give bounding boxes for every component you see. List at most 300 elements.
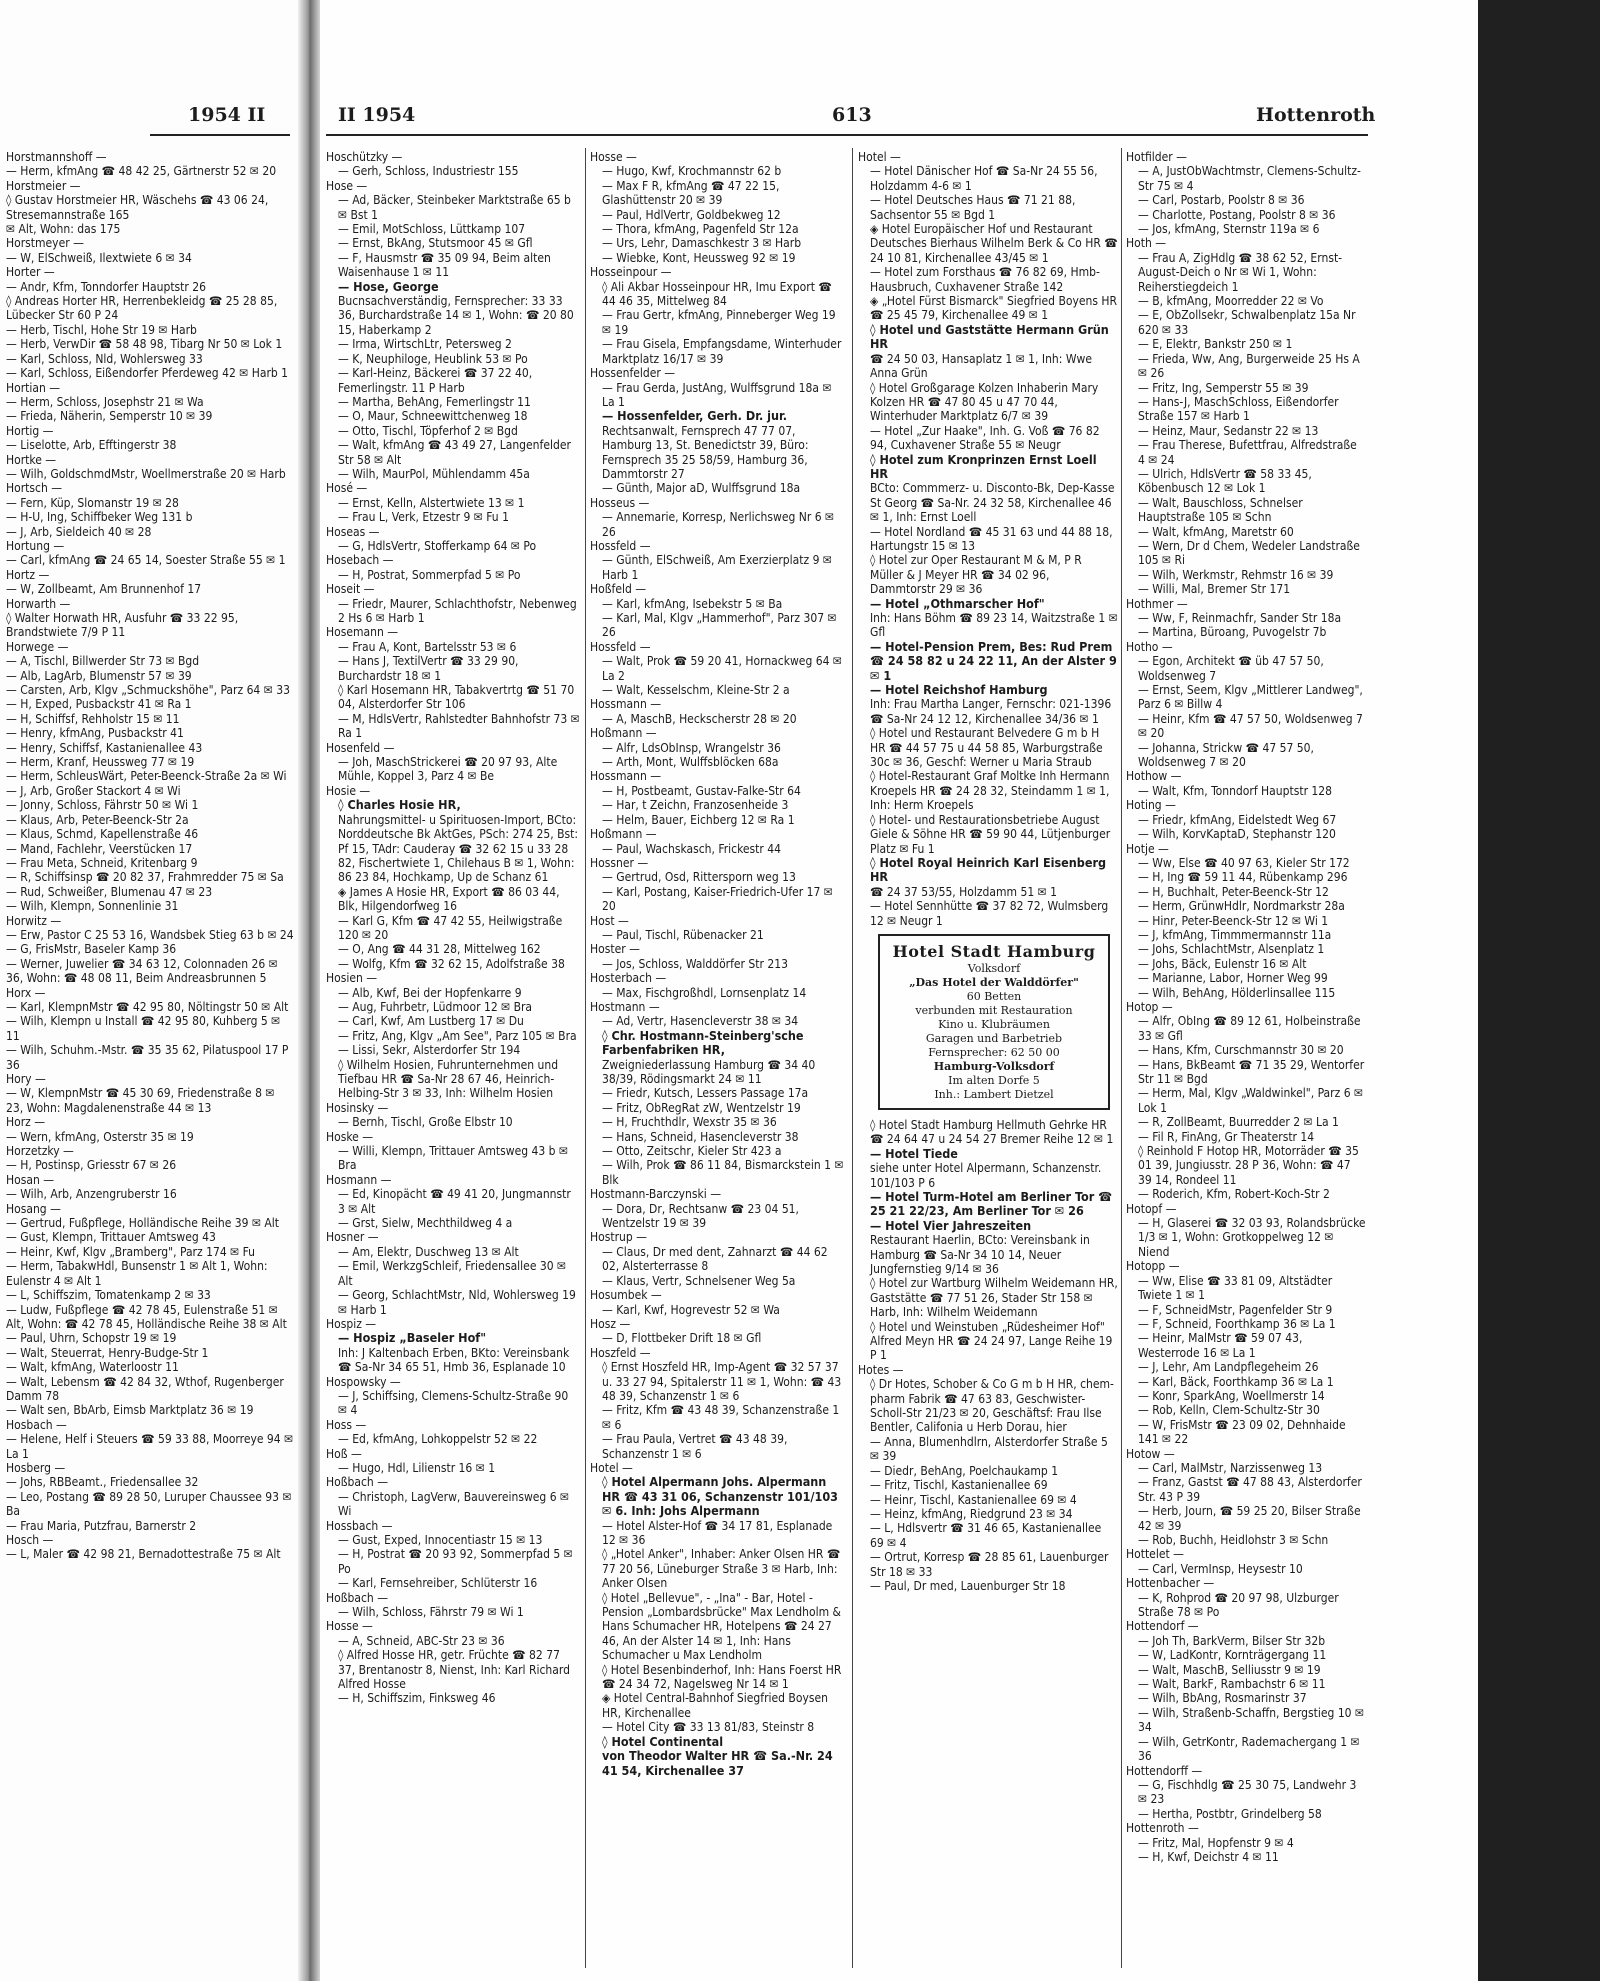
left-page-column: [6, 150, 294, 1562]
directory-entry: — Ad, Bäcker, Steinbeker Marktstraße 65 b ✉ Bst 1: [338, 193, 571, 222]
directory-entry: — Grst, Sielw, Mechthildweg 4 a: [338, 1216, 513, 1231]
directory-entry: — Emil, MotSchloss, Lüttkamp 107: [338, 222, 526, 237]
directory-entry: ◊ Hotel und Gaststätte Hermann Grün HR: [870, 321, 1109, 352]
directory-entry: ◊ Hotel zum Kronprinzen Ernst Loell HR: [870, 451, 1097, 481]
directory-entry: — Alb, LagArb, Blumenstr 57 ✉ 39: [6, 668, 192, 683]
directory-column-2: [590, 150, 846, 1778]
directory-entry: — Karl, Schloss, Nld, Wohlersweg 33: [6, 351, 203, 366]
directory-entry: — Wilh, MaurPol, Mühlendamm 45a: [338, 466, 530, 481]
column-divider: [852, 148, 853, 1968]
directory-entry: — K, Neuphiloge, Heublink 53 ✉ Po: [338, 351, 528, 366]
directory-entry: — H-U, Ing, Schiffbeker Weg 131 b: [6, 510, 193, 525]
directory-entry: — Fritz, Kfm ☎ 43 48 39, Schanzenstraße 1 ✉ 6: [602, 1403, 840, 1432]
directory-entry: — Frau Gerda, JustAng, Wulffsgrund 18a ✉ La 1: [602, 380, 832, 409]
surname-heading: Hosinsky —: [326, 1100, 389, 1115]
directory-entry: — Marianne, Labor, Horner Weg 99: [1138, 971, 1328, 986]
directory-entry: — Hospiz „Baseler Hof": [338, 1330, 487, 1346]
directory-entry: — Dora, Dr, Rechtsanw ☎ 23 04 51, Wentzelstr 19 ✉ 39: [602, 1201, 799, 1231]
directory-entry: — Charlotte, Postang, Poolstr 8 ✉ 36: [1138, 207, 1336, 222]
directory-entry: ◊ Wilhelm Hosien, Fuhrunternehmen und Tiefbau HR ☎ Sa-Nr 28 67 46, Heinrich-Helbing-Str 3 ✉ 33, Inh: Wilhelm Hosien: [338, 1057, 559, 1101]
directory-entry: — Egon, Architekt ☎ üb 47 57 50, Woldsenweg 7: [1138, 654, 1324, 683]
directory-entry: — Hotel „Othmarscher Hof": [870, 595, 1045, 611]
surname-heading: Hoseas —: [326, 524, 380, 539]
surname-heading: Hossmann —: [590, 697, 662, 712]
surname-heading: Hoth —: [1126, 236, 1167, 251]
surname-heading: Hosemann —: [326, 625, 399, 640]
surname-heading: Hosse —: [590, 150, 637, 164]
directory-entry: — Ed, kfmAng, Lohkoppelstr 52 ✉ 22: [338, 1432, 538, 1447]
directory-entry: — E, ObZollsekr, Schwalbenplatz 15a Nr 620 ✉ 33: [1138, 308, 1356, 337]
directory-entry: — Max F R, kfmAng ☎ 47 22 15, Glashüttenstr 20 ✉ 39: [602, 178, 780, 208]
directory-entry: ◊ Hotel Royal Heinrich Karl Eisenberg HR: [870, 854, 1107, 885]
directory-entry: — Frau Gertr, kfmAng, Pinneberger Weg 19 ✉ 19: [602, 308, 836, 337]
directory-entry: — Annemarie, Korresp, Nerlichsweg Nr 6 ✉ 26: [602, 510, 835, 539]
directory-entry: — Hotel Reichshof Hamburg: [870, 682, 1048, 698]
directory-entry: — Anna, Blumenhdlrn, Alsterdorfer Straße 5 ✉ 39: [870, 1434, 1108, 1464]
directory-entry: — Leo, Postang ☎ 89 28 50, Luruper Chaussee 93 ✉ Ba: [6, 1489, 292, 1519]
directory-entry: — Hotel Deutsches Haus ☎ 71 21 88, Sachsentor 55 ✉ Bgd 1: [870, 193, 1076, 222]
directory-entry: Bucnsachverständig, Fernsprecher: 33 33 36, Burchardstraße 14 ✉ 1, Wohn: ☎ 20 80 15, Haberkamp 2: [338, 294, 574, 337]
directory-entry: ◊ Karl Hosemann HR, Tabakvertrtg ☎ 51 70 04, Alsterdorfer Str 106: [338, 683, 575, 712]
directory-entry: — Joh Th, BarkVerm, Bilser Str 32b: [1138, 1633, 1326, 1648]
directory-entry: — Carl, Kwf, Am Lustberg 17 ✉ Du: [338, 1014, 524, 1029]
directory-entry: von Theodor Walter HR ☎ Sa.-Nr. 24 41 54, Kirchenallee 37: [602, 1748, 833, 1778]
directory-entry: — Heinr, Tischl, Kastanienallee 69 ✉ 4: [870, 1492, 1077, 1507]
directory-entry: — Karl, Bäck, Foorthkamp 36 ✉ La 1: [1138, 1374, 1334, 1389]
directory-entry: — A, Tischl, Billwerder Str 73 ✉ Bgd: [6, 654, 200, 669]
directory-entry: — Frau Therese, Bufettfrau, Alfredstraße 4 ✉ 24: [1138, 438, 1357, 467]
directory-entry: — Hotel Nordland ☎ 45 31 63 und 44 88 18, Hartungstr 15 ✉ 13: [870, 524, 1113, 553]
surname-heading: Hosang —: [6, 1201, 61, 1216]
directory-entry: — Wilh, Klempn, Sonnenlinie 31: [6, 899, 179, 914]
page-year-header: II 1954: [338, 104, 416, 126]
directory-entry: ◊ Hotel- und Restaurationsbetriebe August Giele & Söhne HR ☎ 59 90 44, Lütjenburger Platz ✉ Fu 1: [870, 812, 1111, 856]
directory-entry: — H, Glaserei ☎ 32 03 93, Rolandsbrücke 1/3 ✉ 1, Wohn: Grotkoppelweg 12 ✉ Niend: [1138, 1216, 1366, 1259]
advert-line4: Garagen und Barbetrieb: [925, 1031, 1063, 1045]
directory-entry: siehe unter Hotel Alpermann, Schanzenstr. 101/103 P 6: [870, 1161, 1102, 1190]
directory-entry: — Wern, Dr d Chem, Wedeler Landstraße 105 ✉ Ri: [1138, 538, 1360, 568]
directory-entry: — Walt, kfmAng, Waterloostr 11: [6, 1360, 179, 1375]
directory-entry: — Am, Elektr, Duschweg 13 ✉ Alt: [338, 1244, 519, 1259]
surname-heading: Horwege —: [6, 639, 69, 654]
surname-heading: Hosz —: [590, 1316, 631, 1331]
directory-entry: — Har, t Zeichn, Franzosenheide 3: [602, 798, 789, 813]
directory-entry: — Hotel „Zur Haake", Inh. G. Voß ☎ 76 82 94, Cuxhavener Straße 55 ✉ Neugr: [870, 423, 1100, 453]
directory-entry: — Herm, TabakwHdl, Bunsenstr 1 ✉ Alt 1, Wohn: Eulenstr 4 ✉ Alt 1: [6, 1259, 268, 1288]
hotel-advertisement: [878, 934, 1110, 1110]
directory-entry: — Roderich, Kfm, Robert-Koch-Str 2: [1138, 1187, 1330, 1202]
surname-heading: Hottelet —: [1126, 1547, 1184, 1562]
directory-entry: — Karl, Mal, Klgv „Hammerhof", Parz 307 ✉ 26: [602, 611, 837, 640]
directory-entry: — Hans J, TextilVertr ☎ 33 29 90, Burchardstr 18 ✉ 1: [338, 654, 519, 683]
advert-title: Hotel Stadt Hamburg: [892, 941, 1096, 961]
surname-heading: Hossner —: [590, 855, 649, 870]
directory-entry: — Frau A, Kont, Bartelsstr 53 ✉ 6: [338, 639, 517, 654]
directory-entry: ✉ Alt, Wohn: das 175: [6, 222, 121, 237]
directory-entry: — L, Schiffszim, Tomatenkamp 2 ✉ 33: [6, 1288, 211, 1303]
directory-entry: ◊ Gustav Horstmeier HR, Wäschehs ☎ 43 06 24, Stresemannstraße 165: [6, 193, 269, 222]
directory-entry: — Otto, Tischl, Töpferhof 2 ✉ Bgd: [338, 423, 518, 438]
directory-entry: — Christoph, LagVerw, Bauvereinsweg 6 ✉ Wi: [338, 1489, 570, 1519]
directory-entry: — Karl, Postang, Kaiser-Friedrich-Ufer 17 ✉ 20: [602, 884, 833, 914]
directory-entry: Inh: Frau Martha Langer, Fernschr: 021-1396 ☎ Sa-Nr 24 12 12, Kirchenallee 34/36 ✉ 1: [870, 697, 1112, 726]
surname-heading: Hossfeld —: [590, 538, 651, 553]
surname-heading: Hosebach —: [326, 553, 394, 568]
directory-entry: — Claus, Dr med dent, Zahnarzt ☎ 44 62 02, Alsterterrasse 8: [602, 1244, 828, 1274]
directory-entry: — Herm, Schloss, Josephstr 21 ✉ Wa: [6, 394, 204, 409]
directory-entry: — Hinr, Peter-Beenck-Str 12 ✉ Wi 1: [1138, 913, 1329, 928]
directory-entry: — Paul, Tischl, Rübenacker 21: [602, 927, 764, 942]
directory-entry: — Willi, Klempn, Trittauer Amtsweg 43 b ✉ Bra: [338, 1144, 568, 1173]
directory-entry: — Wilh, BehAng, Hölderlinsallee 115: [1138, 985, 1336, 1000]
directory-entry: ☎ 24 50 03, Hansaplatz 1 ✉ 1, Inh: Wwe Anna Grün: [870, 351, 1092, 381]
surname-heading: Hotho —: [1126, 639, 1173, 654]
surname-heading: Hosien —: [326, 971, 378, 986]
directory-entry: — J, Lehr, Am Landpflegeheim 26: [1138, 1360, 1319, 1375]
surname-heading: Hoßmann —: [590, 827, 657, 842]
directory-entry: — Fritz, Ang, Klgv „Am See", Parz 105 ✉ Bra: [338, 1028, 577, 1043]
directory-entry: — Mand, Fachlehr, Veerstücken 17: [6, 841, 193, 856]
directory-entry: — Wilh, GoldschmdMstr, Woellmerstraße 20 ✉ Harb: [6, 466, 286, 481]
directory-entry: — Urs, Lehr, Damaschkestr 3 ✉ Harb: [602, 236, 802, 251]
directory-entry: — Ludw, Fußpflege ☎ 42 78 45, Eulenstraße 51 ✉ Alt, Wohn: ☎ 42 78 45, Holländische Reihe 38 ✉ Alt: [6, 1302, 287, 1331]
directory-entry: — Frau Gisela, Empfangsdame, Winterhuder Marktplatz 16/17 ✉ 39: [602, 337, 842, 366]
directory-entry: Inh: Hans Böhm ☎ 89 23 14, Waitzstraße 1 ✉ Gfl: [870, 611, 1118, 640]
directory-entry: — Henry, kfmAng, Pusbackstr 41: [6, 726, 184, 741]
directory-entry: — Ww, Else ☎ 40 97 63, Kieler Str 172: [1138, 855, 1350, 870]
directory-entry: Zweigniederlassung Hamburg ☎ 34 40 38/39, Rödingsmarkt 24 ✉ 11: [602, 1057, 816, 1086]
directory-entry: — Günth, Major aD, Wulffsgrund 18a: [602, 481, 801, 496]
directory-entry: — Herb, Tischl, Hohe Str 19 ✉ Harb: [6, 322, 197, 337]
surname-heading: Host —: [590, 913, 629, 928]
directory-entry: — Jonny, Schloss, Fährstr 50 ✉ Wi 1: [6, 798, 199, 813]
surname-heading: Hossbach —: [326, 1518, 393, 1533]
directory-entry: — Friedr, kfmAng, Eidelstedt Weg 67: [1138, 812, 1337, 827]
directory-entry: ◊ Hotel zur Oper Restaurant M & M, P R Müller & J Meyer HR ☎ 34 02 96, Dammtorstr 29 ✉ 36: [870, 553, 1082, 597]
directory-entry: — Carl, Postarb, Poolstr 8 ✉ 36: [1138, 193, 1305, 208]
left-page-header: 1954 II: [188, 104, 266, 126]
directory-entry: — Jos, Schloss, Walddörfer Str 213: [602, 956, 788, 971]
directory-entry: — Martha, BehAng, Femerlingstr 11: [338, 394, 531, 409]
directory-entry: — Klaus, Schmd, Kapellenstraße 46: [6, 827, 199, 842]
advert-line2: verbunden mit Restauration: [915, 1003, 1073, 1017]
directory-entry: — Bernh, Tischl, Große Elbstr 10: [338, 1115, 513, 1130]
column-divider: [585, 148, 586, 1968]
advert-line6: Hamburg-Volksdorf: [933, 1059, 1055, 1073]
directory-entry: — Liselotte, Arb, Efftingerstr 38: [6, 438, 177, 453]
surname-heading: Hossenfelder —: [590, 366, 676, 381]
directory-entry: — Hertha, Postbtr, Grindelberg 58: [1138, 1806, 1322, 1821]
directory-entry: — Johs, RBBeamt., Friedensallee 32: [6, 1475, 199, 1490]
directory-entry: ◊ Dr Hotes, Schober & Co G m b H HR, chem-pharm Fabrik ☎ 47 63 83, Geschwister-Scholl-Str 21/23 ✉ 20, Geschäftsf: Frau Ilse Bentler, Califonia u Herb Dorau, hier: [870, 1377, 1114, 1435]
directory-entry: — L, Hdlsvertr ☎ 31 46 65, Kastanienallee 69 ✉ 4: [870, 1521, 1102, 1550]
directory-entry: — Hotel zum Forsthaus ☎ 76 82 69, Hmb-Hausbruch, Cuxhavener Straße 142: [870, 265, 1100, 294]
directory-entry: — Fil R, FinAng, Gr Theaterstr 14: [1138, 1129, 1315, 1144]
directory-entry: — Wilh, Prok ☎ 86 11 84, Bismarckstein 1 ✉ Blk: [602, 1158, 844, 1187]
surname-heading: Horter —: [6, 265, 55, 280]
directory-entry: — Hossenfelder, Gerh. Dr. jur.: [602, 408, 788, 424]
directory-entry: — Walt, kfmAng ☎ 43 49 27, Langenfelder Str 58 ✉ Alt: [338, 438, 571, 467]
surname-heading: Horz —: [6, 1115, 46, 1130]
page-header-name: Hottenroth: [1256, 104, 1376, 126]
surname-heading: Hospiz —: [326, 1316, 377, 1331]
directory-entry: — Ww, Elise ☎ 33 81 09, Altstädter Twiete 1 ✉ 1: [1138, 1273, 1333, 1303]
directory-entry: — W, Zollbeamt, Am Brunnenhof 17: [6, 582, 202, 597]
surname-heading: Hotel —: [858, 150, 901, 164]
directory-entry: — Günth, ElSchweiß, Am Exerzierplatz 9 ✉ Harb 1: [602, 553, 832, 582]
left-page: [0, 0, 298, 1981]
scanner-background: [1478, 0, 1600, 1981]
directory-entry: — Walt, BarkF, Rambachstr 6 ✉ 11: [1138, 1677, 1326, 1692]
directory-entry: — H, Ing ☎ 59 11 44, Rübenkamp 296: [1138, 870, 1348, 885]
directory-entry: ◊ Hotel Großgarage Kolzen Inhaberin Mary Kolzen HR ☎ 47 80 45 u 47 70 44, Winterhuder Marktplatz 6/7 ✉ 39: [870, 380, 1099, 424]
column-divider: [1121, 148, 1122, 1968]
directory-entry: — Max, Fischgroßhdl, Lornsenplatz 14: [602, 985, 807, 1000]
directory-entry: ◊ Hotel und Weinstuben „Rüdesheimer Hof" Alfred Meyn HR ☎ 24 24 97, Lange Reihe 19 P 1: [870, 1319, 1113, 1363]
directory-entry: — Karl, KlempnMstr ☎ 42 95 80, Nöltingstr 50 ✉ Alt: [6, 999, 289, 1014]
directory-entry: Inh: J Kaltenbach Erben, BKto: Vereinsbank ☎ Sa-Nr 34 65 51, Hmb 36, Esplanade 10: [338, 1345, 570, 1375]
directory-entry: — Hotel Sennhütte ☎ 37 82 72, Wulmsberg 12 ✉ Neugr 1: [870, 899, 1109, 928]
directory-entry: — Paul, Wachskasch, Frickestr 44: [602, 841, 781, 856]
directory-entry: ◊ Chr. Hostmann-Steinberg'sche Farbenfabriken HR,: [602, 1027, 804, 1058]
directory-entry: — W, FrisMstr ☎ 23 09 02, Dehnhaide 141 ✉ 22: [1138, 1417, 1346, 1447]
surname-heading: Hosberg —: [6, 1460, 66, 1475]
directory-entry: — Carl, kfmAng ☎ 24 65 14, Soester Straße 55 ✉ 1: [6, 553, 286, 568]
surname-heading: Hotopp —: [1126, 1259, 1180, 1274]
directory-entry: — Frieda, Näherin, Semperstr 10 ✉ 39: [6, 409, 213, 424]
left-header-rule: [150, 134, 290, 136]
directory-entry: — Henry, Schiffsf, Kastanienallee 43: [6, 740, 203, 755]
directory-entry: — Heinr, Kfm ☎ 47 57 50, Woldsenweg 7 ✉ 20: [1138, 711, 1363, 741]
surname-heading: Hosse —: [326, 1619, 373, 1634]
surname-heading: Hosmann —: [326, 1172, 392, 1187]
directory-entry: — Joh, MaschStrickerei ☎ 20 97 93, Alte Mühle, Koppel 3, Parz 4 ✉ Be: [338, 755, 558, 784]
directory-entry: — Georg, SchlachtMstr, Nld, Wohlersweg 19 ✉ Harb 1: [338, 1288, 576, 1317]
advert-line8: Inh.: Lambert Dietzel: [934, 1087, 1054, 1101]
directory-entry: — Gerh, Schloss, Industriestr 155: [338, 164, 519, 179]
directory-entry: — Heinr, MalMstr ☎ 59 07 43, Westerrode 16 ✉ La 1: [1138, 1331, 1303, 1360]
directory-entry: ◊ Hotel-Restaurant Graf Moltke Inh Hermann Kroepels HR ☎ 24 28 32, Steindamm 1 ✉ 1, Inh: Herm Kroepels: [870, 769, 1110, 813]
directory-entry: — Hugo, Kwf, Krochmannstr 62 b: [602, 164, 782, 179]
directory-entry: — Gust, Klempn, Trittauer Amtsweg 43: [6, 1230, 216, 1245]
directory-entry: — Fritz, Tischl, Kastanienallee 69: [870, 1478, 1048, 1493]
directory-entry: — Heinz, Maur, Sedanstr 22 ✉ 13: [1138, 423, 1319, 438]
surname-heading: Hoting —: [1126, 798, 1176, 813]
directory-entry: — Johanna, Strickw ☎ 47 57 50, Woldsenweg 7 ✉ 20: [1138, 740, 1314, 770]
directory-entry: — R, ZollBeamt, Buurredder 2 ✉ La 1: [1138, 1115, 1339, 1130]
directory-entry: — Alfr, LdsObInsp, Wrangelstr 36: [602, 740, 781, 755]
directory-entry: BCto: Commmerz- u. Disconto-Bk, Dep-Kasse St Georg ☎ Sa-Nr. 24 32 58, Kirchenallee 46 ✉ 1, Inh: Ernst Loell: [870, 481, 1115, 525]
directory-entry: ◊ Alfred Hosse HR, getr. Früchte ☎ 82 77 37, Brentanostr 8, Nienst, Inh: Karl Richard Alfred Hosse: [338, 1648, 570, 1692]
surname-heading: Hortz —: [6, 567, 50, 582]
surname-heading: Hossfeld —: [590, 639, 651, 654]
directory-entry: ◊ Hotel „Bellevue", - „Ina" - Bar, Hotel - Pension „Lombardsbrücke" Max Lendholm & Hans Schumacher HR, Hotelpens ☎ 24 27 46, An der Alster 14 ✉ 1, Inh: Hans Schumacher u Max Lendholm: [602, 1590, 841, 1663]
directory-entry: — Frau L, Verk, Etzestr 9 ✉ Fu 1: [338, 510, 509, 525]
directory-entry: — Wilh, Arb, Anzengruberstr 16: [6, 1187, 177, 1202]
surname-heading: Hotow —: [1126, 1446, 1175, 1461]
surname-heading: Hotopf —: [1126, 1201, 1177, 1216]
directory-entry: — G, Fischhdlg ☎ 25 30 75, Landwehr 3 ✉ 23: [1138, 1777, 1357, 1807]
directory-entry: — Wilh, Werkmstr, Rehmstr 16 ✉ 39: [1138, 567, 1334, 582]
directory-entry: — Hans, Schneid, Hasencleverstr 38: [602, 1129, 799, 1144]
directory-entry: — Walt, MaschB, Selliusstr 9 ✉ 19: [1138, 1662, 1321, 1677]
surname-heading: Hoszfeld —: [590, 1345, 651, 1360]
directory-entry: — Arth, Mont, Wulffsblöcken 68a: [602, 755, 779, 770]
header-rule: [326, 134, 1368, 136]
directory-entry: — Fritz, Ing, Semperstr 55 ✉ 39: [1138, 380, 1309, 395]
directory-entry: — Friedr, Maurer, Schlachthofstr, Nebenweg 2 Hs 6 ✉ Harb 1: [338, 596, 577, 625]
directory-entry: ◈ Hotel Central-Bahnhof Siegfried Boysen HR, Kirchenallee: [602, 1691, 828, 1720]
directory-entry: — Wolfg, Kfm ☎ 32 62 15, Adolfstraße 38: [338, 956, 565, 971]
directory-entry: ◊ Charles Hosie HR,: [338, 797, 461, 813]
directory-entry: — F, Schneid, Foorthkamp 36 ✉ La 1: [1138, 1316, 1336, 1331]
directory-entry: — Lissi, Sekr, Alsterdorfer Str 194: [338, 1043, 521, 1058]
directory-entry: ◈ Hotel Europäischer Hof und Restaurant Deutsches Bierhaus Wilhelm Berk & Co HR ☎ 24 10 81, Kirchenallee 43/45 ✉ 1: [870, 222, 1118, 265]
directory-entry: ☎ 24 37 53/55, Holzdamm 51 ✉ 1: [870, 884, 1057, 899]
directory-entry: — H, Kwf, Deichstr 4 ✉ 11: [1138, 1849, 1279, 1864]
directory-entry: — Carl, MalMstr, Narzissenweg 13: [1138, 1460, 1323, 1475]
directory-entry: — Ernst, Seem, Klgv „Mittlerer Landweg", Parz 6 ✉ Billw 4: [1138, 683, 1363, 712]
surname-heading: Hotfilder —: [1126, 150, 1187, 164]
directory-entry: — Hotel City ☎ 33 13 81/83, Steinstr 8: [602, 1720, 815, 1735]
directory-entry: — Walt, Kesselschm, Kleine-Str 2 a: [602, 683, 790, 698]
directory-entry: ◈ „Hotel Fürst Bismarck" Siegfried Boyens HR ☎ 25 45 79, Kirchenallee 49 ✉ 1: [870, 294, 1118, 323]
surname-heading: Hosbach —: [6, 1417, 67, 1432]
directory-entry: — H, Postrat ☎ 20 93 92, Sommerpfad 5 ✉ Po: [338, 1547, 573, 1576]
directory-entry: — Werner, Juwelier ☎ 34 63 12, Colonnaden 26 ✉ 36, Wohn: ☎ 48 08 11, Beim Andreasbrunnen 5: [6, 956, 278, 986]
directory-entry: — Walt sen, BbArb, Eimsb Marktplatz 36 ✉ 19: [6, 1403, 254, 1418]
surname-heading: Hothow —: [1126, 769, 1182, 784]
directory-entry: Restaurant Haerlin, BCto: Vereinsbank in Hamburg ☎ Sa-Nr 34 10 14, Neuer Jungfernstieg 9/14 ✉ 36: [870, 1233, 1090, 1276]
directory-entry: — Irma, WirtschLtr, Petersweg 2: [338, 337, 512, 352]
surname-heading: Hoß —: [326, 1446, 362, 1461]
directory-entry: ◊ Hotel zur Wartburg Wilhelm Weidemann HR, Gaststätte ☎ 77 51 26, Stader Str 158 ✉ Harb, Inh: Wilhelm Weidemann: [870, 1276, 1118, 1320]
directory-entry: — Karl, kfmAng, Isebekstr 5 ✉ Ba: [602, 596, 783, 611]
directory-entry: — F, Hausmstr ☎ 35 09 94, Beim alten Waisenhause 1 ✉ 11: [338, 250, 551, 280]
directory-entry: — Erw, Pastor C 25 53 16, Wandsbek Stieg 63 b ✉ 24: [6, 927, 294, 942]
directory-entry: ◊ Reinhold F Hotop HR, Motorräder ☎ 35 01 39, Jungiusstr. 28 P 36, Wohn: ☎ 47 39 14, Rondeel 11: [1138, 1144, 1359, 1187]
directory-entry: — Ad, Vertr, Hasencleverstr 38 ✉ 34: [602, 1014, 799, 1029]
directory-column-4: [1126, 150, 1366, 1864]
directory-entry: — Fritz, Mal, Hopfenstr 9 ✉ 4: [1138, 1835, 1294, 1850]
directory-entry: — E, Elektr, Bankstr 250 ✉ 1: [1138, 337, 1293, 352]
directory-entry: — Hotel Vier Jahreszeiten: [870, 1217, 1032, 1233]
directory-entry: ◊ Hotel Continental: [602, 1733, 724, 1749]
directory-entry: — Fern, Küp, Slomanstr 19 ✉ 28: [6, 495, 179, 510]
directory-entry: — Hugo, Hdl, Lilienstr 16 ✉ 1: [338, 1460, 496, 1475]
directory-entry: — Diedr, BehAng, Poelchaukamp 1: [870, 1463, 1059, 1478]
surname-heading: Hoßmann —: [590, 726, 657, 741]
directory-column-1: [326, 150, 580, 1706]
directory-entry: ◊ „Hotel Anker", Inhaber: Anker Olsen HR ☎ 77 20 56, Lüneburger Straße 3 ✉ Harb, Inh: Anker Olsen: [602, 1547, 841, 1591]
directory-entry: — Wilh, Straßenb-Schaffn, Bergstieg 10 ✉ 34: [1138, 1705, 1365, 1735]
surname-heading: Hotje —: [1126, 841, 1169, 856]
directory-entry: — Klaus, Vertr, Schnelsener Weg 5a: [602, 1273, 796, 1288]
directory-entry: — Friedr, Kutsch, Lessers Passage 17a: [602, 1086, 809, 1101]
surname-heading: Hottenroth —: [1126, 1821, 1199, 1836]
directory-entry: — A, MaschB, Heckscherstr 28 ✉ 20: [602, 711, 797, 726]
directory-entry: ◊ Ernst Hoszfeld HR, Imp-Agent ☎ 32 57 37 u. 33 27 94, Spitalerstr 11 ✉ 1, Wohn: ☎ 43 48 39, Schanzenstr 1 ✉ 6: [602, 1360, 842, 1403]
surname-heading: Hosumbek —: [590, 1288, 662, 1303]
directory-entry: — Martina, Büroang, Puvogelstr 7b: [1138, 625, 1327, 640]
surname-heading: Hotop —: [1126, 999, 1173, 1014]
surname-heading: Hortung —: [6, 538, 65, 553]
surname-heading: Hortke —: [6, 452, 57, 467]
directory-entry: — Gertrud, Fußpflege, Holländische Reihe 39 ✉ Alt: [6, 1216, 280, 1231]
directory-entry: — Konr, SparkAng, Woellmerstr 14: [1138, 1388, 1325, 1403]
directory-entry: — A, Schneid, ABC-Str 23 ✉ 36: [338, 1633, 505, 1648]
directory-entry: — Karl G, Kfm ☎ 47 42 55, Heilwigstraße 120 ✉ 20: [338, 913, 563, 942]
directory-entry: — Hose, George: [338, 278, 439, 294]
directory-entry: — Herb, Journ, ☎ 59 25 20, Bilser Straße 42 ✉ 39: [1138, 1504, 1361, 1533]
surname-heading: Hoßfeld —: [590, 582, 647, 597]
directory-entry: — G, HdlsVertr, Stofferkamp 64 ✉ Po: [338, 538, 537, 553]
directory-entry: — Ernst, BkAng, Stutsmoor 45 ✉ Gfl: [338, 236, 533, 251]
directory-entry: Nahrungsmittel- u Spirituosen-Import, BCto: Norddeutsche Bk AktGes, PSch: 274 25, Bst: Pf 15, TAdr: Cauderay ☎ 32 62 15 u 33 28 82, Fischertwiete 1, Chilehaus B ✉ 1, Wohn: 86 23 84, Hochkamp, Up de Schanz 61: [338, 812, 578, 885]
surname-heading: Hottendorf —: [1126, 1619, 1199, 1634]
surname-heading: Hory —: [6, 1072, 46, 1086]
directory-entry: — Herm, SchleusWärt, Peter-Beenck-Straße 2a ✉ Wi: [6, 769, 287, 784]
directory-entry: — Paul, HdlVertr, Goldbekweg 12: [602, 207, 781, 222]
directory-entry: — H, Buchhalt, Peter-Beenck-Str 12: [1138, 884, 1329, 899]
directory-entry: — Karl, Kwf, Hogrevestr 52 ✉ Wa: [602, 1302, 780, 1317]
directory-entry: — Ww, F, Reinmachfr, Sander Str 18a: [1138, 611, 1342, 625]
directory-entry: — Fritz, ObRegRat zW, Wentzelstr 19: [602, 1100, 801, 1115]
directory-entry: — Walt, Prok ☎ 59 20 41, Hornackweg 64 ✉ La 2: [602, 654, 842, 683]
directory-entry: — Heinz, kfmAng, Riedgrund 23 ✉ 34: [870, 1506, 1073, 1521]
surname-heading: Hosner —: [326, 1230, 379, 1245]
directory-entry: — H, Fruchthdlr, Wexstr 35 ✉ 36: [602, 1115, 777, 1130]
directory-entry: — W, ElSchweiß, Ilextwiete 6 ✉ 34: [6, 250, 192, 265]
surname-heading: Hostrup —: [590, 1230, 647, 1245]
directory-entry: — H, Postrat, Sommerpfad 5 ✉ Po: [338, 567, 521, 582]
directory-entry: — Alb, Kwf, Bei der Hopfenkarre 9: [338, 985, 522, 1000]
directory-entry: — Rud, Schweißer, Blumenau 47 ✉ 23: [6, 884, 213, 899]
directory-entry: — Wilh, Klempn u Install ☎ 42 95 80, Kuhberg 5 ✉ 11: [6, 1014, 281, 1043]
directory-entry: — Herm, Kranf, Heussweg 77 ✉ 19: [6, 755, 195, 770]
directory-entry: — Herb, VerwDir ☎ 58 48 98, Tibarg Nr 50 ✉ Lok 1: [6, 337, 283, 352]
directory-entry: — Walt, Steuerrat, Henry-Budge-Str 1: [6, 1345, 209, 1360]
directory-entry: — G, FrisMstr, Baseler Kamp 36: [6, 942, 177, 957]
directory-entry: — Wilh, GetrKontr, Rademachergang 1 ✉ 36: [1138, 1734, 1360, 1764]
surname-heading: Hose —: [326, 178, 368, 193]
advert-tagline: „Das Hotel der Walddörfer": [909, 975, 1079, 989]
directory-entry: — Frau A, ZigHdlg ☎ 38 62 52, Ernst-August-Deich o Nr ✉ Wi 1, Wohn: Reiherstiegdeich 1: [1138, 250, 1343, 294]
directory-entry: — Wilh, KorvKaptaD, Stephanstr 120: [1138, 827, 1336, 842]
directory-entry: ◊ Ali Akbar Hosseinpour HR, Imu Export ☎ 44 46 35, Mittelweg 84: [602, 279, 832, 309]
directory-entry: — Frieda, Ww, Ang, Burgerweide 25 Hs A ✉ 26: [1138, 351, 1360, 381]
directory-entry: — Hans, BkBeamt ☎ 71 35 29, Wentorfer Str 11 ✉ Bgd: [1138, 1057, 1365, 1086]
directory-column-3: [858, 150, 1118, 1593]
directory-entry: ◊ Walter Horwath HR, Ausfuhr ☎ 33 22 95, Brandstwiete 7/9 P 11: [6, 611, 239, 640]
surname-heading: Hosterbach —: [590, 971, 667, 986]
directory-entry: — Ed, Kinopächt ☎ 49 41 20, Jungmannstr 3 ✉ Alt: [338, 1187, 571, 1216]
directory-entry: — Herm, Mal, Klgv „Waldwinkel", Parz 6 ✉ Lok 1: [1138, 1086, 1364, 1115]
directory-entry: — J, kfmAng, Timmmermannstr 11a: [1138, 927, 1332, 942]
directory-entry: ◈ James A Hosie HR, Export ☎ 86 03 44, Blk, Hilgendorfweg 16: [338, 884, 560, 914]
directory-entry: — W, KlempnMstr ☎ 45 30 69, Friedenstraße 8 ✉ 23, Wohn: Magdalenenstraße 44 ✉ 13: [6, 1086, 275, 1115]
surname-heading: Hosé —: [326, 481, 368, 496]
surname-heading: Hortian —: [6, 380, 61, 395]
directory-entry: — Thora, kfmAng, Pagenfeld Str 12a: [602, 222, 799, 237]
surname-heading: Hossmann —: [590, 769, 662, 784]
directory-entry: — Walt, kfmAng, Maretstr 60: [1138, 524, 1294, 539]
directory-entry: — Willi, Mal, Bremer Str 171: [1138, 582, 1291, 597]
surname-heading: Hortsch —: [6, 481, 63, 496]
surname-heading: Hortig —: [6, 423, 54, 438]
surname-heading: Horzetzky —: [6, 1144, 74, 1159]
directory-entry: — Gertrud, Osd, Rittersporn weg 13: [602, 870, 796, 885]
